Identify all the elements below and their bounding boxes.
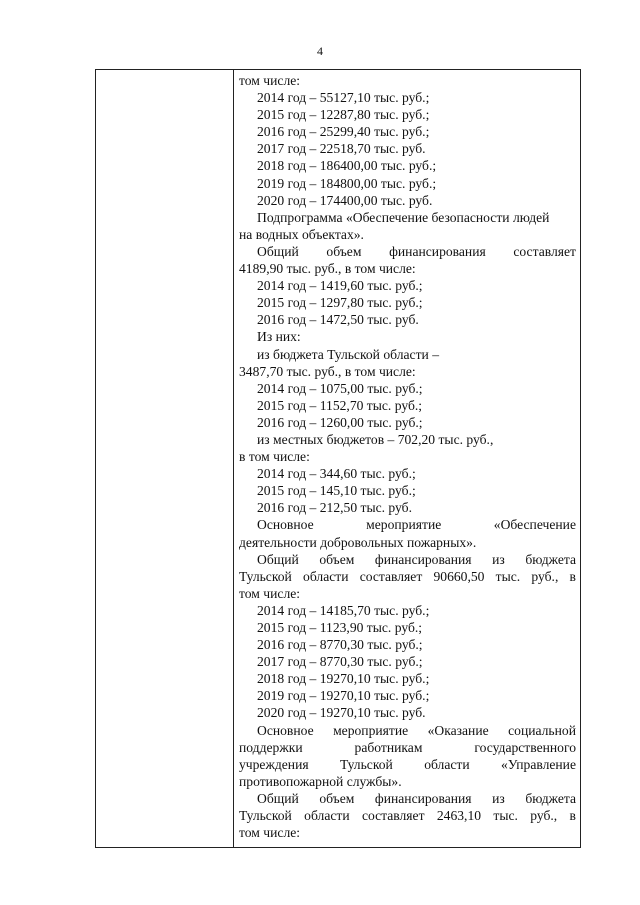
text-line: [239, 807, 576, 824]
word: объем: [319, 790, 355, 806]
text-line: 2016 год – 8770,30 тыс. руб.;: [257, 637, 423, 653]
word: объем: [319, 551, 355, 567]
text-line: том числе:: [239, 585, 301, 601]
word: бюджета: [525, 551, 576, 567]
text-line: 2014 год – 1075,00 тыс. руб.;: [257, 380, 423, 396]
word: объем: [326, 243, 362, 259]
word: Общий: [257, 551, 299, 567]
text-line: [239, 739, 576, 756]
text-line: том числе:: [239, 825, 301, 841]
text-line: [239, 568, 576, 585]
text-line: том числе:: [239, 73, 301, 88]
word: учреждения: [239, 756, 309, 772]
text-line: на водных объектах».: [239, 226, 364, 242]
word: Общий: [257, 790, 299, 806]
text-line: 2015 год – 1297,80 тыс. руб.;: [257, 295, 423, 311]
word: финансирования: [389, 243, 486, 259]
text-line: 2019 год – 19270,10 тыс. руб.;: [257, 688, 430, 704]
word: «Управление: [501, 756, 576, 772]
word: составляет: [359, 568, 423, 584]
column-divider: [233, 70, 234, 847]
text-line: [239, 756, 576, 773]
word: области: [303, 568, 349, 584]
word: бюджета: [525, 790, 576, 806]
text-line: [239, 722, 576, 739]
word: руб.,: [531, 568, 559, 584]
word: государственного: [474, 739, 576, 755]
text-line: 2016 год – 1472,50 тыс. руб.: [257, 312, 419, 328]
text-line: 2015 год – 1152,70 тыс. руб.;: [257, 397, 423, 413]
text-line: 2016 год – 25299,40 тыс. руб.;: [257, 124, 430, 140]
text-line: 2014 год – 1419,60 тыс. руб.;: [257, 278, 423, 294]
word: финансирования: [374, 551, 472, 567]
word: руб.,: [530, 808, 558, 824]
word: работникам: [354, 739, 423, 755]
word: поддержки: [239, 739, 303, 755]
text-line: 3487,70 тыс. руб., в том числе:: [239, 363, 416, 379]
text-line: 2015 год – 145,10 тыс. руб.;: [257, 483, 416, 499]
word: Тульской: [239, 568, 292, 584]
text-line: 2014 год – 344,60 тыс. руб.;: [257, 466, 416, 482]
word: в: [569, 808, 576, 824]
text-line: 2018 год – 19270,10 тыс. руб.;: [257, 671, 430, 687]
word: области: [424, 756, 470, 772]
word: финансирования: [374, 790, 472, 806]
text-line: [239, 243, 576, 260]
text-line: 2014 год – 14185,70 тыс. руб.;: [257, 602, 430, 618]
text-line: 2019 год – 184800,00 тыс. руб.;: [257, 175, 437, 191]
word: из: [492, 790, 505, 806]
text-line: [239, 790, 576, 807]
word: из: [492, 551, 505, 567]
text-line: 2015 год – 12287,80 тыс. руб.;: [257, 107, 430, 123]
table-cell-content: [239, 72, 576, 841]
text-line: противопожарной службы».: [239, 773, 402, 789]
text-line: 2014 год – 55127,10 тыс. руб.;: [257, 90, 430, 106]
text-line: из бюджета Тульской области –: [257, 346, 439, 362]
word: составляет: [361, 808, 425, 824]
text-line: 2018 год – 186400,00 тыс. руб.;: [257, 158, 437, 174]
word: Тульской: [339, 756, 393, 772]
text-line: Из них:: [257, 329, 301, 345]
word: 90660,50: [433, 568, 485, 584]
text-line: 2016 год – 212,50 тыс. руб.: [257, 500, 412, 516]
word: области: [304, 808, 350, 824]
word: в: [569, 568, 576, 584]
text-line: 2020 год – 19270,10 тыс. руб.: [257, 705, 426, 721]
text-line: Подпрограмма «Обеспечение безопасности людей: [257, 209, 550, 225]
word: составляет: [513, 243, 576, 259]
text-line: [239, 551, 576, 568]
text-line: 2015 год – 1123,90 тыс. руб.;: [257, 620, 423, 635]
text-line: 2017 год – 8770,30 тыс. руб.;: [257, 654, 423, 670]
text-line: 2017 год – 22518,70 тыс. руб.: [257, 141, 426, 157]
text-line: [239, 516, 576, 533]
text-line: 2016 год – 1260,00 тыс. руб.;: [257, 414, 423, 430]
text-line: 4189,90 тыс. руб., в том числе:: [239, 261, 416, 277]
word: Общий: [257, 243, 299, 259]
page-number: 4: [317, 44, 323, 58]
document-table: [95, 69, 581, 848]
word: «Обеспечение: [493, 517, 576, 533]
text-line: в том числе:: [239, 449, 310, 465]
text-line: из местных бюджетов – 702,20 тыс. руб.,: [257, 431, 494, 447]
word: 2463,10: [436, 808, 482, 824]
word: тыс.: [493, 808, 518, 824]
text-line: 2020 год – 174400,00 тыс. руб.: [257, 192, 433, 208]
word: «Оказание: [427, 722, 489, 738]
word: Основное: [257, 517, 314, 533]
text-line: деятельности добровольных пожарных».: [239, 534, 477, 550]
word: Основное: [257, 722, 314, 738]
word: социальной: [508, 722, 576, 738]
word: Тульской: [239, 808, 292, 824]
word: мероприятие: [366, 517, 442, 533]
word: мероприятие: [333, 722, 409, 738]
word: тыс.: [495, 568, 521, 584]
